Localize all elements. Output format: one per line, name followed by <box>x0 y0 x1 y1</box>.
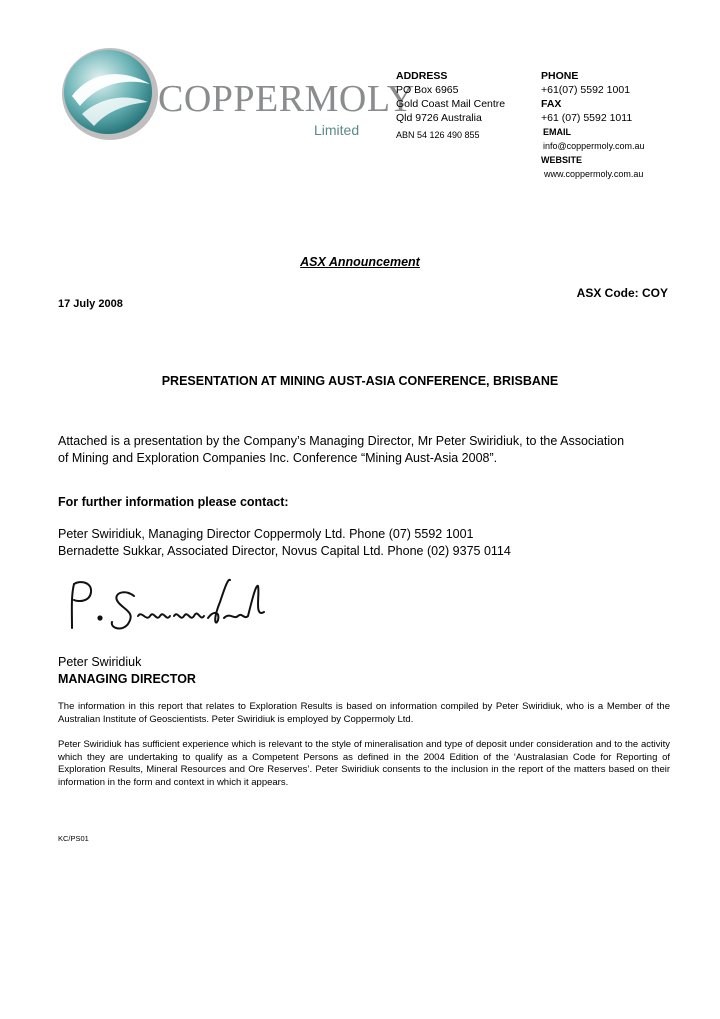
address-line-1: PO Box 6965 <box>396 84 459 96</box>
asx-code: ASX Code: COY <box>576 286 668 300</box>
contact-line-1: Peter Swiridiuk, Managing Director Coppermoly Ltd. Phone (07) 5592 1001 <box>58 527 474 541</box>
announcement-title: PRESENTATION AT MINING AUST-ASIA CONFERENCE, BRISBANE <box>161 374 559 388</box>
logo-company-name: COPPERMOLY <box>158 78 415 120</box>
body-paragraph <box>58 433 670 467</box>
company-logo <box>58 44 415 144</box>
document-reference: KC/PS01 <box>58 834 89 843</box>
handwritten-signature <box>62 572 272 642</box>
address-line-2: Gold Coast Mail Centre <box>396 98 506 110</box>
signatory-block <box>58 654 670 688</box>
phone-label: PHONE <box>541 70 579 82</box>
announcement-heading: ASX Announcement <box>300 255 420 269</box>
signatory-title: MANAGING DIRECTOR <box>58 672 196 686</box>
phone-value: +61(07) 5592 1001 <box>541 84 631 96</box>
address-label: ADDRESS <box>396 70 448 82</box>
announcement-date: 17 July 2008 <box>58 298 123 310</box>
coppermoly-emblem-icon <box>58 44 168 144</box>
contact-line-2: Bernadette Sukkar, Associated Director, Novus Capital Ltd. Phone (02) 9375 0114 <box>58 544 511 558</box>
disclaimer-paragraph-1: The information in this report that relates to Exploration Results is based on information compiled by Peter Swiridiuk, who is a Member of the Australian Institute of Geoscientists. Peter Swiridiuk is employed by Coppermoly Ltd. <box>58 701 670 725</box>
address-line-3: Qld 9726 Australia <box>396 112 482 124</box>
logo-suffix: Limited <box>314 122 360 138</box>
address-block <box>396 69 505 142</box>
email-value: info@coppermoly.com.au <box>543 141 645 151</box>
website-label: WEBSITE <box>541 155 583 165</box>
disclaimer-paragraph-2: Peter Swiridiuk has sufficient experience which is relevant to the style of mineralisation and type of deposit under consideration and to the activity which they are undertaking to qualify as a Competent Persons as defined in the 2004 Edition of the ‘Australasian Code for Reporting of Exploration Results, Mineral Resources and Ore Reserves’. Peter Swiridiuk consents to the inclusion in the report of the matters based on their information in the form and context in which it appears. <box>58 739 670 788</box>
contact-list <box>58 526 670 560</box>
body-line-2: of Mining and Exploration Companies Inc. Conference “Mining Aust-Asia 2008”. <box>58 451 498 465</box>
signatory-name: Peter Swiridiuk <box>58 655 142 669</box>
body-line-1: Attached is a presentation by the Company’s Managing Director, Mr Peter Swiridiuk, to the Association <box>58 434 625 448</box>
website-value: www.coppermoly.com.au <box>544 169 644 179</box>
signature-image-icon <box>62 572 272 642</box>
phone-block <box>541 69 645 181</box>
email-label: EMAIL <box>543 127 571 137</box>
fax-label: FAX <box>541 98 562 110</box>
further-info-heading: For further information please contact: <box>58 495 289 509</box>
fax-value: +61 (07) 5592 1011 <box>541 112 633 124</box>
abn: ABN 54 126 490 855 <box>396 130 480 140</box>
